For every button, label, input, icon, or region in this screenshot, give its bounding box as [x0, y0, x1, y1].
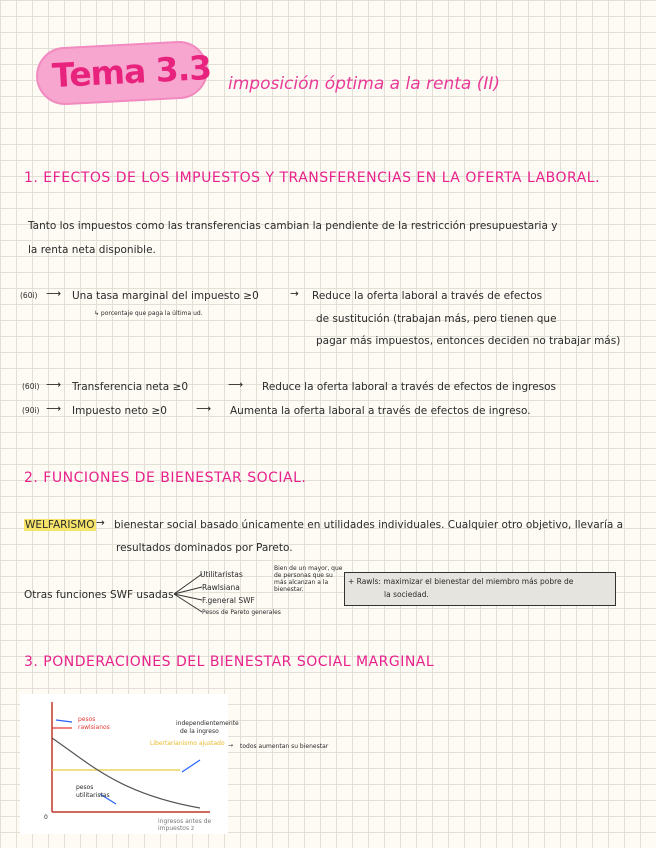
page-subtitle: imposición óptima a la renta (II) — [228, 74, 501, 94]
branch-pareto-weights: Pesos de Pareto generales — [202, 609, 281, 616]
graph-label-util2: utilitaristas — [76, 792, 110, 799]
welfare-weights-graph — [20, 694, 228, 834]
topic-title: Tema 3.3 — [51, 47, 213, 96]
utilitarian-curve — [52, 738, 200, 808]
row3-label: (90i) — [22, 406, 40, 415]
arrow-icon: ⟶ — [46, 379, 62, 391]
other-swf-label: Otras funciones SWF usadas — [24, 589, 174, 601]
row1-note: ↳ porcentaje que paga la última ud. — [94, 310, 203, 317]
arrow-icon: ⟶ — [46, 403, 62, 415]
utilitarian-note: Bien de un mayor, que de personas que su más alcanzan a la bienestar. — [274, 565, 343, 593]
arrow-icon — [56, 720, 72, 722]
section3-heading: 3. PONDERACIONES DEL BIENESTAR SOCIAL MARGINAL — [24, 654, 435, 670]
row1-label: (60i) — [20, 291, 38, 300]
graph-origin: 0 — [44, 814, 48, 821]
annotation-right: todos aumentan su bienestar — [240, 743, 329, 750]
row2-text: Transferencia neta ≥0 — [72, 381, 189, 393]
arrow-icon: → — [290, 288, 299, 300]
rawls-line2: la sociedad. — [384, 590, 429, 599]
graph-label-rawlsianos: rawlsianos — [78, 724, 110, 731]
section1-heading: 1. EFECTOS DE LOS IMPUESTOS Y TRANSFERENCIAS EN LA OFERTA LABORAL. — [24, 170, 601, 186]
welfarismo-def-line1: bienestar social basado únicamente en utilidades individuales. Cualquier otro objetivo, llevaría a — [114, 519, 624, 531]
annotation-top-line1: independientemente — [176, 720, 239, 727]
annotation-top-line2: de la ingreso — [180, 728, 219, 735]
branch-general-swf: F.general SWF — [202, 596, 255, 605]
arrow-icon: ⟶ — [196, 403, 212, 415]
graph-label-libertarian: Libertarianismo ajustado — [150, 740, 225, 747]
row1-result-line3: pagar más impuestos, entonces deciden no trabajar más) — [316, 335, 621, 347]
graph-label-pesos: pesos — [78, 716, 96, 723]
arrow-icon: ⟶ — [46, 288, 62, 300]
row1-text: Una tasa marginal del impuesto ≥0 — [72, 290, 259, 302]
graph-label-util1: pesos — [76, 784, 94, 791]
arrow-icon: → — [228, 742, 234, 749]
rawls-line1: + Rawls: maximizar el bienestar del miembro más pobre de — [348, 577, 574, 586]
welfare-weights-plot — [20, 694, 228, 834]
arrow-icon — [182, 760, 200, 772]
arrow-icon: ⟶ — [228, 379, 244, 391]
row1-result-line1: Reduce la oferta laboral a través de efectos — [312, 290, 543, 302]
section1-intro-line2: la renta neta disponible. — [28, 244, 156, 256]
graph-axis-label: ingresos antes de impuestos z — [158, 818, 212, 832]
row2-label: (60i) — [22, 382, 40, 391]
section2-heading: 2. FUNCIONES DE BIENESTAR SOCIAL. — [24, 470, 307, 486]
branch-rawlsiana: Rawlsiana — [202, 583, 240, 592]
welfarismo-def-line2: resultados dominados por Pareto. — [116, 542, 293, 554]
arrow-icon: → — [96, 517, 105, 529]
welfarismo-term — [24, 519, 96, 531]
row3-text: Impuesto neto ≥0 — [72, 405, 167, 417]
row1-result-line2: de sustitución (trabajan más, pero tienen que — [316, 313, 557, 325]
row2-result: Reduce la oferta laboral a través de efectos de ingresos — [262, 381, 557, 393]
welfarismo-highlight: WELFARISMO — [25, 519, 95, 531]
branch-utilitaristas: Utilitaristas — [200, 570, 243, 579]
section1-intro-line1: Tanto los impuestos como las transferencias cambian la pendiente de la restricción presupuestaria y — [28, 220, 558, 232]
row3-result: Aumenta la oferta laboral a través de efectos de ingreso. — [230, 405, 531, 417]
